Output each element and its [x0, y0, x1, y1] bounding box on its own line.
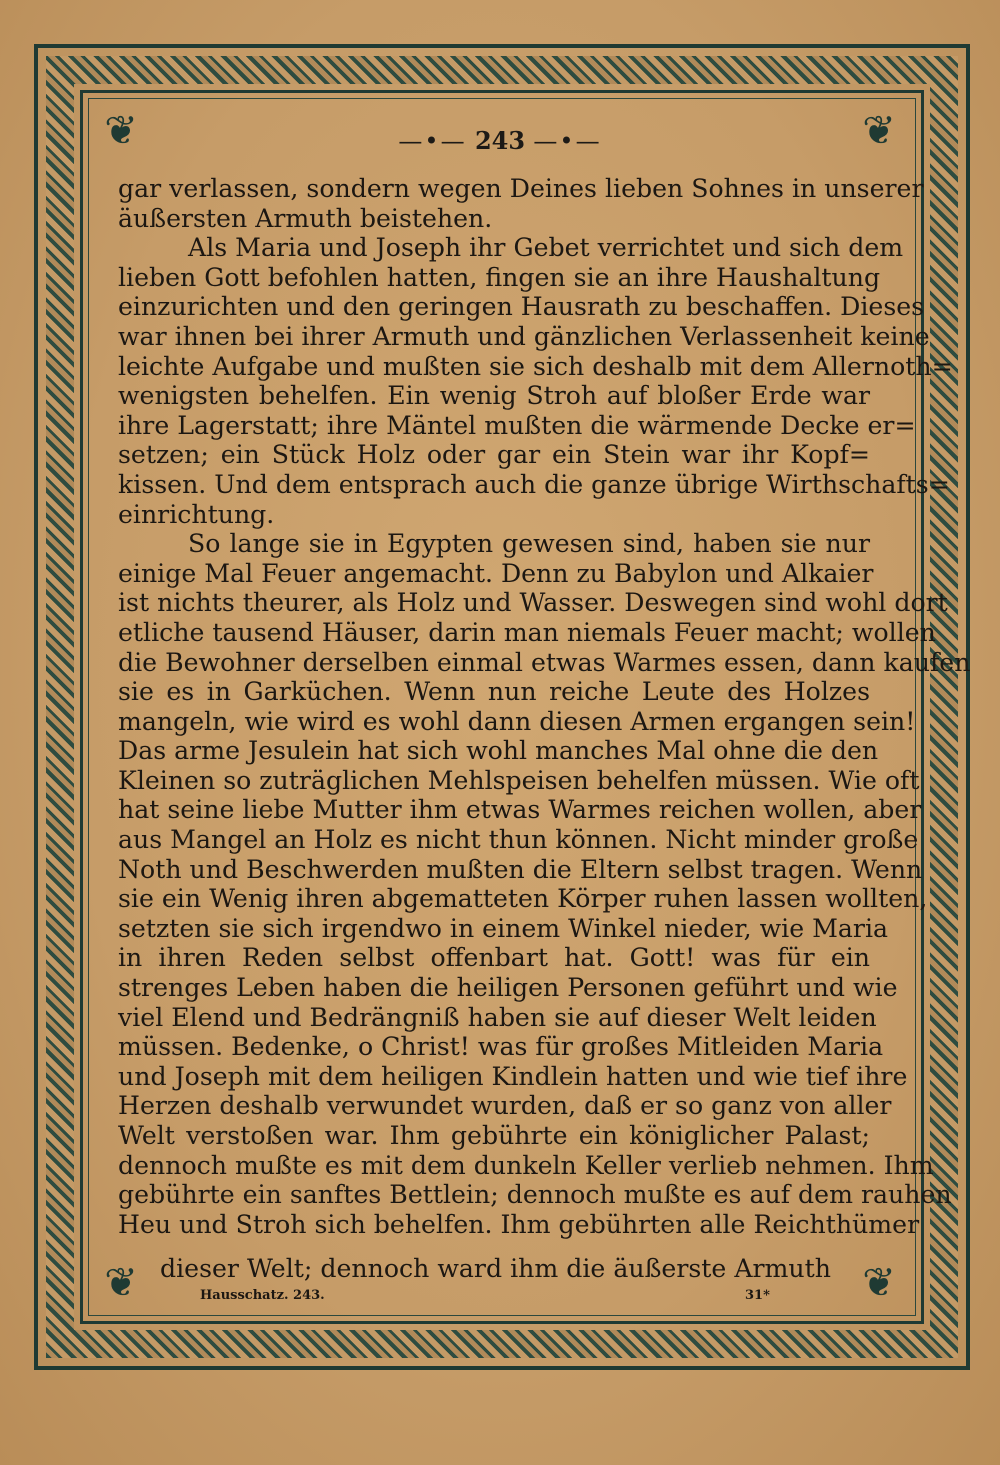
text-line: setzten sie sich irgendwo in einem Winkel nieder, wie Maria: [118, 913, 889, 943]
text-line: gar verlassen, sondern wegen Deines lieben Sohnes in unserer: [118, 174, 924, 203]
corner-ornament-icon: ❦: [862, 108, 896, 154]
text-line: Herzen deshalb verwundet wurden, daß er so ganz von aller: [118, 1091, 892, 1121]
text-line: viel Elend und Bedrängniß haben sie auf dieser Welt leiden: [118, 1002, 877, 1032]
text-line: Heu und Stroh sich behelfen. Ihm gebührten alle Reichthümer: [118, 1209, 920, 1239]
text-line: ihre Lagerstatt; ihre Mäntel mußten die wärmende Decke er=: [118, 410, 916, 440]
text-line: Kleinen so zuträglichen Mehlspeisen behelfen müssen. Wie oft: [118, 765, 920, 795]
text-line: sie ein Wenig ihren abgematteten Körper ruhen lassen wollten,: [118, 884, 928, 914]
header-ornament-right: —•—: [533, 127, 602, 155]
text-line: strenges Leben haben die heiligen Personen geführt und wie: [118, 973, 898, 1003]
text-line: müssen. Bedenke, o Christ! was für großes Mitleiden Maria: [118, 1032, 884, 1062]
text-line: einige Mal Feuer angemacht. Denn zu Babylon und Alkaier: [118, 558, 874, 588]
text-line: setzen; ein Stück Holz oder gar ein Stein war ihr Kopf=: [118, 440, 870, 470]
text-line: Das arme Jesulein hat sich wohl manches Mal ohne die den: [118, 736, 879, 766]
text-line: etliche tausend Häuser, darin man niemals Feuer macht; wollen: [118, 617, 936, 647]
text-line: war ihnen bei ihrer Armuth und gänzlichen Verlassenheit keine: [118, 321, 930, 351]
text-line: So lange sie in Egypten gewesen sind, haben sie nur: [188, 529, 870, 559]
text-line: die Bewohner derselben einmal etwas Warmes essen, dann kaufen: [118, 647, 971, 677]
text-line: Noth und Beschwerden mußten die Eltern selbst tragen. Wenn: [118, 854, 923, 884]
text-line: einrichtung.: [118, 499, 275, 529]
text-line: lieben Gott befohlen hatten, fingen sie an ihre Haushaltung: [118, 262, 881, 292]
text-line: und Joseph mit dem heiligen Kindlein hatten und wie tief ihre: [118, 1061, 908, 1091]
footer-signature: Hausschatz. 243.: [200, 1288, 325, 1303]
text-line: in ihren Reden selbst offenbart hat. Gott! was für ein: [118, 943, 870, 973]
text-line: Als Maria und Joseph ihr Gebet verrichtet und sich dem: [188, 233, 904, 263]
text-line: ist nichts theurer, als Holz und Wasser. Deswegen sind wohl dort: [118, 588, 948, 618]
text-line: einzurichten und den geringen Hausrath zu beschaffen. Dieses: [118, 292, 925, 322]
body-text: [118, 174, 971, 1239]
corner-ornament-icon: ❦: [862, 1260, 896, 1306]
text-line: gebührte ein sanftes Bettlein; dennoch mußte es auf dem rauhen: [118, 1180, 952, 1210]
text-line: dennoch mußte es mit dem dunkeln Keller verlieb nehmen. Ihm: [118, 1150, 934, 1180]
text-line: kissen. Und dem entsprach auch die ganze übrige Wirthschafts=: [118, 469, 950, 499]
header-ornament-left: —•—: [398, 127, 467, 155]
page-header: [0, 126, 1000, 155]
text-line: mangeln, wie wird es wohl dann diesen Armen ergangen sein!: [118, 706, 916, 736]
corner-ornament-icon: ❦: [104, 1260, 138, 1306]
text-line: sie es in Garküchen. Wenn nun reiche Leute des Holzes: [118, 677, 870, 707]
footer-sheet-mark: 31*: [745, 1288, 770, 1303]
text-line: leichte Aufgabe und mußten sie sich deshalb mit dem Allernoth=: [118, 351, 953, 381]
corner-ornament-icon: ❦: [104, 108, 138, 154]
text-line: äußersten Armuth beistehen.: [118, 203, 493, 233]
text-line: hat seine liebe Mutter ihm etwas Warmes reichen wollen, aber: [118, 795, 922, 825]
text-line: Welt verstoßen war. Ihm gebührte ein königlicher Palast;: [118, 1121, 870, 1150]
text-line: aus Mangel an Holz es nicht thun können. Nicht minder große: [118, 825, 919, 855]
page-number: 243: [474, 126, 526, 155]
text-line: wenigsten behelfen. Ein wenig Stroh auf bloßer Erde war: [118, 381, 870, 411]
last-line: dieser Welt; dennoch ward ihm die äußerste Armuth: [160, 1254, 831, 1283]
